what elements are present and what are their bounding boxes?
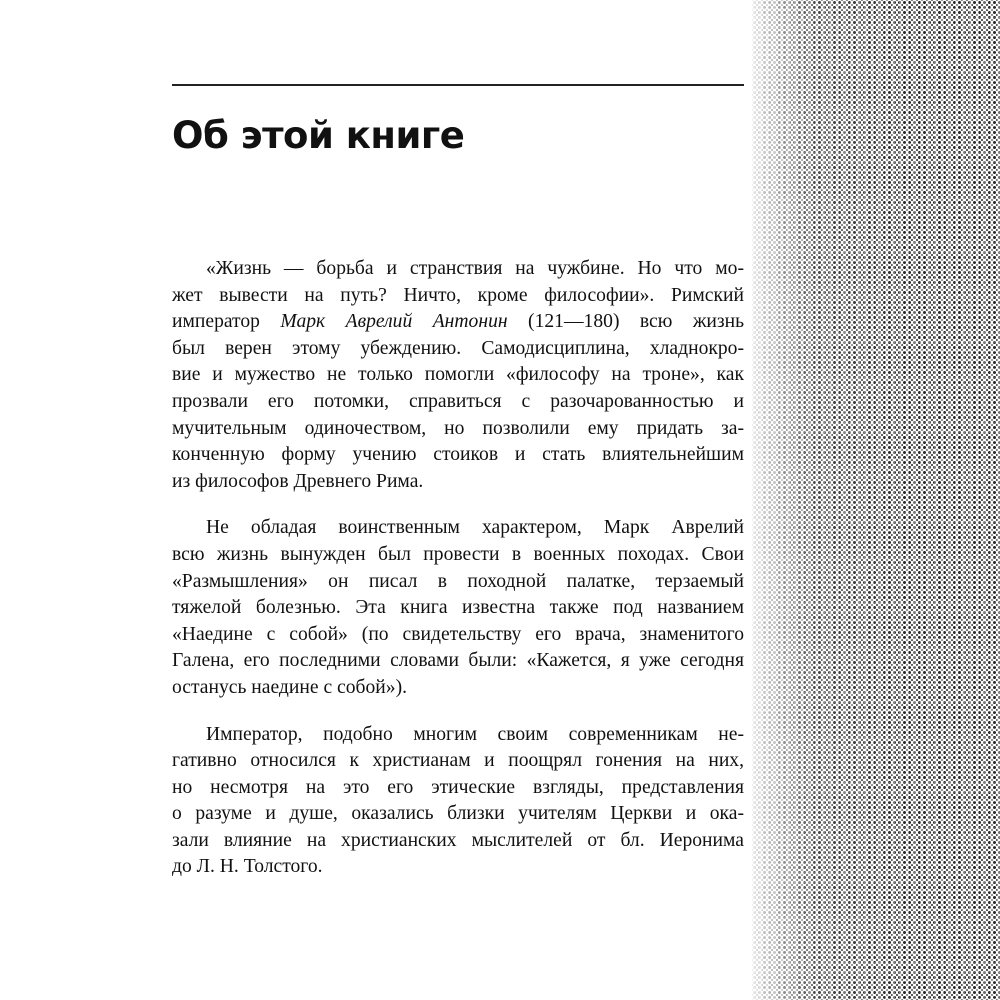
text-line: прозвали его потомки, справиться с разочарованностью и: [172, 390, 744, 412]
text-line: конченную форму учению стоиков и стать влиятельнейшим: [172, 444, 744, 466]
text-line: до Л. Н. Толстого.: [172, 856, 323, 878]
body-text: [172, 256, 744, 901]
text-line-mixed: [172, 309, 744, 336]
text-line: Не обладая воинственным характером, Марк Аврелий: [206, 517, 744, 539]
paragraph-1: [172, 256, 744, 495]
text-line: но несмотря на это его этические взгляды, представления: [172, 776, 744, 798]
text-line: мучительным одиночеством, но позволили ему придать за-: [172, 417, 744, 439]
text-line: был верен этому убеждению. Самодисциплина, хладнокро-: [172, 337, 744, 359]
text-line: тяжелой болезнью. Эта книга известна также под названием: [172, 597, 744, 619]
text-span: (121—180) всю жизнь: [528, 311, 745, 333]
text-line: из философов Древнего Рима.: [172, 470, 424, 492]
top-rule-divider: [172, 84, 744, 86]
text-line: Император, подобно многим своим современникам не-: [206, 723, 744, 745]
halftone-pattern-overlay: [752, 0, 1000, 1000]
text-span: император: [172, 311, 260, 333]
text-line: «Размышления» он писал в походной палатке, терзаемый: [172, 570, 744, 592]
text-line: «Жизнь — борьба и странствия на чужбине. Но что мо-: [206, 258, 744, 279]
text-line: останусь наедине с собой»).: [172, 676, 408, 698]
paragraph-3: [172, 722, 744, 882]
text-line: о разуме и душе, оказались близки учителям Церкви и ока-: [172, 803, 744, 825]
page-title: Об этой книге: [172, 114, 465, 157]
author-name-italic: Марк Аврелий Антонин: [280, 311, 508, 333]
text-line: вие и мужество не только помогли «философу на троне», как: [172, 364, 744, 386]
text-line: Галена, его последними словами были: «Кажется, я уже сегодня: [172, 650, 744, 672]
paragraph-2: [172, 515, 744, 701]
text-line: жет вывести на путь? Ничто, кроме философии». Римский: [172, 284, 744, 306]
text-line: гативно относился к христианам и поощрял гонения на них,: [172, 750, 744, 772]
text-line: всю жизнь вынужден был провести в военных походах. Свои: [172, 543, 744, 565]
text-line: зали влияние на христианских мыслителей от бл. Иеронима: [172, 829, 744, 851]
text-line: «Наедине с собой» (по свидетельству его врача, знаменитого: [172, 623, 744, 645]
